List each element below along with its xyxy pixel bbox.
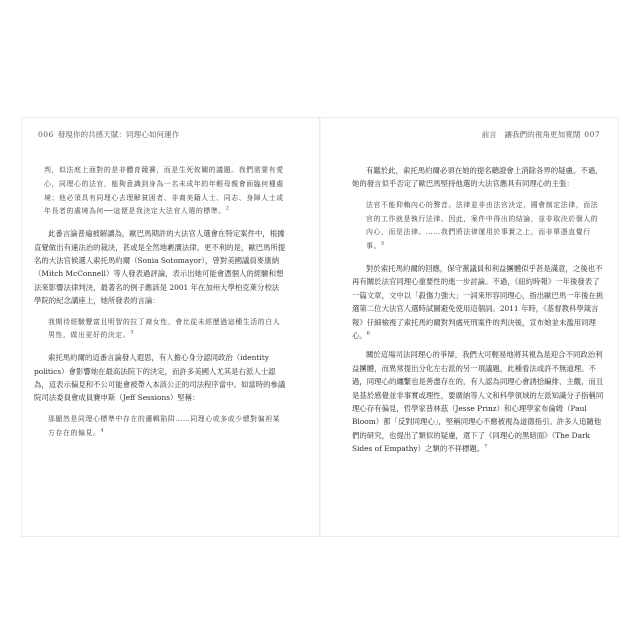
right-quote-1 <box>352 199 604 254</box>
right-paragraph-2-text: 對於索托馬約爾的回應，保守黨議員和利益團體似乎甚是滿意，之後也不再有關於法官同理心重要性的進一步討論。不過，《紐約時報》一年後發表了一篇文章，文中以「殺傷力強大」一詞來形容同理心，指出歐巴馬一年後在挑選第二位大法官人選時試圖避免使用這個詞。2011 年時，《基督教科學箴言報》仔細檢視了索托馬約爾對判處死刑案件的判決後，宣布她並未濫用同理心。 <box>352 264 604 341</box>
right-paragraph-1: 有鑑於此，索托馬約爾必須在她的提名聽證會上消除各界的疑慮。不過，她的發言似乎否定了歐巴馬堅持他選的大法官應具有同理心的主張： <box>352 166 603 189</box>
left-quote-2 <box>34 316 286 344</box>
left-page-number: 006 <box>38 130 54 139</box>
right-paragraph-3 <box>352 348 604 455</box>
left-quote-1-note: 2 <box>225 206 230 213</box>
right-page-number: 007 <box>584 130 600 139</box>
right-paragraph-3-note: 7 <box>484 443 488 450</box>
right-quote-1-note: 5 <box>380 240 385 247</box>
left-quote-2-note: 3 <box>130 330 135 337</box>
left-quote-3 <box>34 413 286 441</box>
right-quote-1-text: 法官不能仰賴內心的聲音。法律並非由法官決定，國會制定法律，而法官的工作就是執行法律。因此，案件中得出的結論，並非取決於個人的內心，而是法律。……我們將法律運用於事實之上，而非單憑直覺行事。 <box>366 200 599 251</box>
right-page-header <box>352 128 604 142</box>
left-running-head: 發現你的共感天賦：同理心如何運作 <box>57 130 180 139</box>
left-page <box>34 128 286 448</box>
left-quote-2-text: 我期待經驗豐富且明智的拉丁裔女性，會比從未經歷過這種生活的白人男性，做出更好的決定。 <box>48 317 281 340</box>
left-page-header <box>34 128 286 142</box>
left-quote-1-text: 判，似法庭上面對的是非體育競賽，而是生死攸關的議題。我們需要有愛心，同理心的法官，能夠意識到身為一名未成年的年輕母親會面臨何種處境；他必須具有同理心去理解貧困者、非裔美籍人士、同志、身障人士或年長者的處境為何──這便是我決定大法官人選的標準。 <box>44 166 284 216</box>
book-spine <box>319 118 321 536</box>
right-paragraph-2 <box>352 262 604 342</box>
left-quote-3-note: 4 <box>100 427 105 434</box>
right-running-head: 前言 讓我們的視角更加寬闊 <box>481 130 581 139</box>
right-page-body <box>352 164 604 456</box>
left-quote-3-text: 那顯然是同理心標準中存在的邏輯陷阱……同理心或多或少總對偏袒某方存在的偏見。 <box>48 414 281 437</box>
right-page <box>352 128 604 456</box>
left-quote-1 <box>34 164 286 219</box>
left-page-body <box>34 164 286 440</box>
left-paragraph-2: 索托馬約爾的這番言論發人遐思，有人擔心身分認同政治（identity politics）會影響她在最高法院下的決定，而許多美國人尤其是右派人士認為，這表示偏見和不公可能會被帶入本該公正的司法程序當中。如當時的參議院司法委員會成員賽申斯（Jeff Sessions）堅稱： <box>34 353 286 403</box>
left-paragraph-1: 此番言論普遍被解讀為，歐巴馬期許的大法官人選會在特定案件中，根據直覺做出有違法治的裁決，甚或是全然地褻瀆法律。更不利的是，歐巴馬所提名的大法官候選人索托馬約爾（Sonia Sotomayor），曾對美國議員麥康納（Mitch McConnell）等人發表過評論，表示出她可能會憑個人的經驗和想法來影響法律判決，最著名的例子應該是 2001 年在加州大學柏克萊分校法學院的紀念講座上，她所發表的言論： <box>34 229 286 306</box>
right-paragraph-3-text: 關於這場司法同理心的爭辯，我們大可輕易地將其視為是迎合不同政治利益團體，而異常提出分化左右派的另一項議題，此種看法或許不無道理。不過，同理心的纏繫也是善盡存在的，有人認為同理心會誘拾編排、主觀，而且是基於感覺並非事實或理性，要廣納等人文和科學領域的左派知識分子指稱同理心存有偏見，哲學家普林茲（Jesse Prinz）和心理學家布倫姆（Paul Bloom）都「反對同理心」，堅稱同理心不應被視為道德指引。許多人追隨他們的研究，也提出了類似的疑慮，還下了《同理心的黑暗面》（The Dark Sides of Empathy）之類的不祥標題。 <box>352 350 604 454</box>
right-paragraph-2-note: 6 <box>366 330 370 337</box>
